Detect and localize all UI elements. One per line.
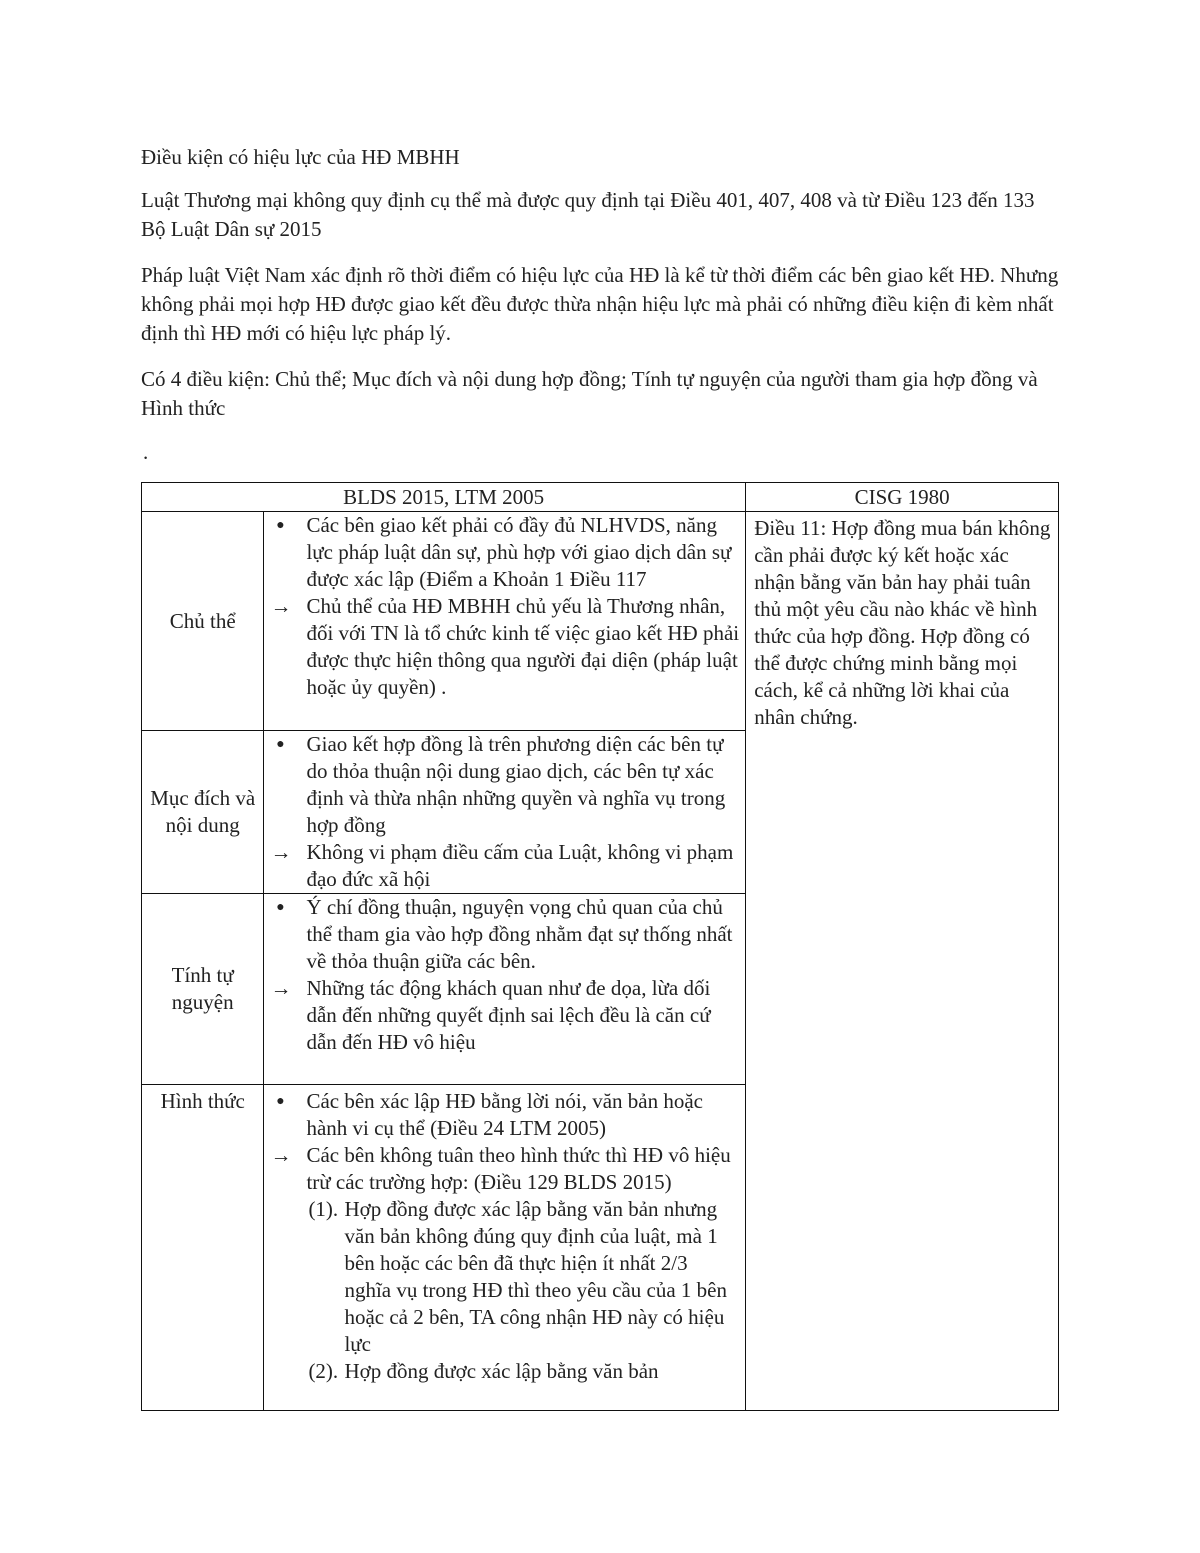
list-item [264,975,745,1056]
list-item [264,731,745,839]
subitem-number: (1). [308,1197,339,1221]
bullet-icon: ● [276,1094,285,1109]
arrow-right-icon: → [270,976,292,1000]
list-item [264,1088,745,1142]
list-item [264,839,745,893]
cisg-text: Điều 11: Hợp đồng mua bán không cần phải được ký kết hoặc xác nhận bằng văn bản hay phải tuân thủ một yêu cầu nào khác về hình thức của hợp đồng. Hợp đồng có thể được chứng minh bằng mọi cách, kể cả những lời khai của nhân chứng. [754,516,1051,729]
arrow-right-icon: → [270,594,292,618]
list-item [264,894,745,975]
list-item [264,593,745,701]
numbered-subitem [264,1196,745,1358]
row-label-purpose: Mục đích và nội dung [142,731,264,894]
row-label-subject: Chủ thể [142,512,264,731]
bullet-icon: ● [276,900,285,915]
list-item [264,512,745,593]
paragraph-legal-basis: Luật Thương mại không quy định cụ thể mà được quy định tại Điều 401, 407, 408 và từ Điều 123 đến 133 Bộ Luật Dân sự 2015 [141,188,1035,241]
row-content-purpose [264,731,746,894]
row-label-form: Hình thức [142,1085,264,1411]
table-row [142,512,1059,731]
cisg-cell [746,512,1059,1411]
arrow-right-icon: → [270,840,292,864]
item-text: Những tác động khách quan như đe dọa, lừa dối dẫn đến những quyết định sai lệch đều là căn cứ dẫn đến HĐ vô hiệu [306,976,711,1054]
bullet-icon: ● [276,518,285,533]
row-content-form [264,1085,746,1411]
item-text: Ý chí đồng thuận, nguyện vọng chủ quan của chủ thể tham gia vào hợp đồng nhằm đạt sự thống nhất về thỏa thuận giữa các bên. [306,895,733,973]
row-content-voluntariness [264,894,746,1085]
row-label-voluntariness: Tính tự nguyện [142,894,264,1085]
conditions-table [141,482,1059,1411]
row-content-subject [264,512,746,731]
item-text: Các bên xác lập HĐ bằng lời nói, văn bản hoặc hành vi cụ thể (Điều 24 LTM 2005) [306,1089,703,1140]
header-blds-ltm: BLDS 2015, LTM 2005 [142,483,746,512]
item-text: Các bên không tuân theo hình thức thì HĐ vô hiệu trừ các trường hợp: (Điều 129 BLDS 2015) [306,1143,731,1194]
header-cisg: CISG 1980 [746,483,1059,512]
item-text: Các bên giao kết phải có đầy đủ NLHVDS, năng lực pháp luật dân sự, phù hợp với giao dịch dân sự được xác lập (Điểm a Khoản 1 Điều 117 [306,513,732,591]
arrow-right-icon: → [270,1143,292,1167]
numbered-subitem [264,1358,745,1385]
doc-heading: Điều kiện có hiệu lực của HĐ MBHH [141,145,460,169]
item-text: Không vi phạm điều cấm của Luật, không vi phạm đạo đức xã hội [306,840,734,891]
subitem-text: Hợp đồng được xác lập bằng văn bản [344,1359,659,1383]
item-text: Giao kết hợp đồng là trên phương diện các bên tự do thỏa thuận nội dung giao dịch, các bên tự xác định và thừa nhận những quyền và nghĩa vụ trong hợp đồng [306,732,726,837]
stray-dot: . [143,440,149,464]
bullet-icon: ● [276,737,285,752]
item-text: Chủ thể của HĐ MBHH chủ yếu là Thương nhân, đối với TN là tổ chức kinh tế việc giao kết HĐ phải được thực hiện thông qua người đại diện (pháp luật hoặc ủy quyền) . [306,594,740,699]
table-header-row [142,483,1059,512]
list-item [264,1142,745,1196]
subitem-number: (2). [308,1359,339,1383]
paragraph-effective-time: Pháp luật Việt Nam xác định rõ thời điểm có hiệu lực của HĐ là kể từ thời điểm các bên giao kết HĐ. Nhưng không phải mọi hợp HĐ được giao kết đều được thừa nhận hiệu lực mà phải có những điều kiện đi kèm nhất định thì HĐ mới có hiệu lực pháp lý. [141,263,1059,345]
subitem-text: Hợp đồng được xác lập bằng văn bản nhưng văn bản không đúng quy định của luật, mà 1 bên hoặc các bên đã thực hiện ít nhất 2/3 nghĩa vụ trong HĐ thì theo yêu cầu của 1 bên hoặc cả 2 bên, TA công nhận HĐ này có hiệu lực [344,1197,728,1356]
paragraph-four-conditions: Có 4 điều kiện: Chủ thể; Mục đích và nội dung hợp đồng; Tính tự nguyện của người tham gia hợp đồng và Hình thức [141,367,1038,420]
